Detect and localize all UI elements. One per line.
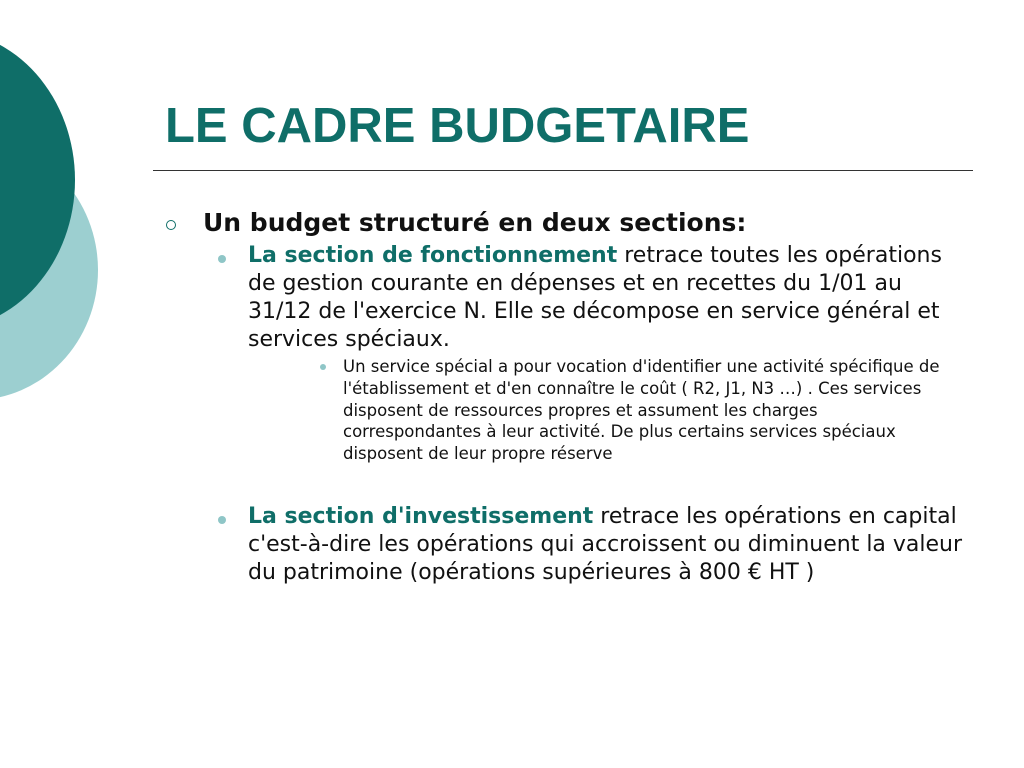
small-dot-bullet-icon xyxy=(320,364,326,370)
main-bullet-text: Un budget structuré en deux sections: xyxy=(203,208,747,237)
section-investissement-bullet xyxy=(248,503,963,587)
section-fonctionnement-text: retrace toutes les opérations de gestion courante en dépenses et en recettes du 1/01 au 31/12 de l'exercice N. Elle se décompose en service général et services spéciaux. xyxy=(248,243,942,352)
hollow-circle-bullet-icon xyxy=(166,220,176,230)
section-fonctionnement-lead: La section de fonctionnement xyxy=(248,243,618,268)
main-bullet xyxy=(160,206,970,240)
service-special-text: Un service spécial a pour vocation d'identifier une activité spécifique de l'établissement et d'en connaître le coût ( R2, J1, N3 …) . Ces services disposent de ressources propres et assument les charges correspondantes à leur activité. De plus certains services spéciaux disposent de leur propre réserve xyxy=(343,357,940,464)
section-investissement-lead: La section d'investissement xyxy=(248,503,594,529)
title-divider xyxy=(153,170,973,171)
dot-bullet-icon xyxy=(218,255,226,263)
service-special-bullet xyxy=(343,356,953,465)
slide-title: LE CADRE BUDGETAIRE xyxy=(165,99,750,153)
slide-body xyxy=(160,206,970,587)
section-investissement-text: retrace les opérations en capital c'est-à-dire les opérations qui accroissent ou diminuent la valeur du patrimoine (opérations supérieures à 800 € HT ) xyxy=(248,503,963,585)
section-fonctionnement-bullet xyxy=(248,242,963,354)
dot-bullet-icon xyxy=(218,516,226,524)
